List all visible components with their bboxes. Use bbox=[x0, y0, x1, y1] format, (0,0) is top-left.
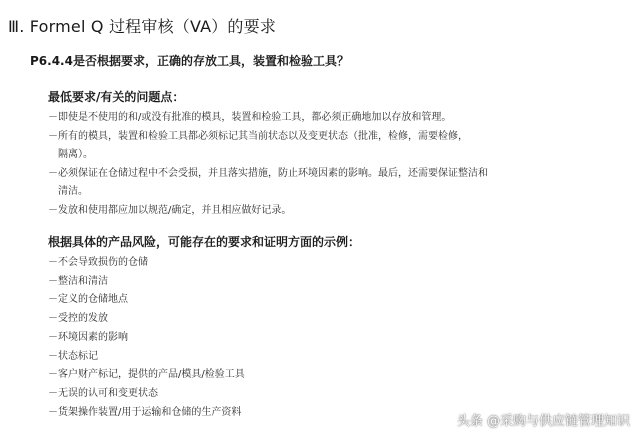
list-item: －无误的认可和变更状态 bbox=[48, 387, 158, 399]
list-item: －所有的模具，装置和检验工具都必须标记其当前状态以及变更状态（批准，检修，需要检修， bbox=[48, 130, 468, 142]
list-item-continuation bbox=[48, 183, 608, 202]
continuation-text: 隔离）。 bbox=[58, 149, 93, 160]
question-heading: P6.4.4是否根据要求，正确的存放工具，装置和检验工具？ bbox=[30, 54, 349, 68]
list-item: －货架操作装置/用于运输和仓储的生产资料 bbox=[48, 406, 242, 418]
list-item: －状态标记 bbox=[48, 350, 98, 362]
list-item: －环境因素的影响 bbox=[48, 331, 128, 343]
list-item: －受控的发放 bbox=[48, 313, 108, 325]
list-item: －不会导致损伤的仓储 bbox=[48, 257, 148, 268]
list-item: －整洁和清洁 bbox=[48, 275, 108, 287]
continuation-text: 清洁。 bbox=[58, 186, 88, 197]
watermark-text: 头条 @采购与供应链管理知识 bbox=[456, 414, 630, 429]
list-item: －客户财产标记，提供的产品/模具/检验工具 bbox=[48, 369, 245, 381]
min-requirements-title: 最低要求/有关的问题点： bbox=[48, 90, 185, 104]
min-requirements-list bbox=[48, 109, 608, 220]
examples-list bbox=[48, 254, 608, 422]
examples-block bbox=[48, 233, 608, 422]
section-heading: Ⅲ. Formel Q 过程审核（VA）的要求 bbox=[8, 17, 277, 36]
list-item: －必须保证在仓储过程中不会受损，并且落实措施，防止环境因素的影响。最后，还需要保证整洁和 bbox=[48, 167, 488, 179]
list-item-continuation bbox=[48, 146, 608, 165]
min-requirements-block bbox=[48, 88, 608, 220]
examples-title: 根据具体的产品风险，可能存在的要求和证明方面的示例： bbox=[48, 235, 361, 249]
list-item: －即使是不使用的和/或没有批准的模具，装置和检验工具，都必须正确地加以存放和管理。 bbox=[48, 112, 452, 123]
list-item: －定义的仓储地点 bbox=[48, 294, 128, 306]
list-item: －发放和使用都应加以规范/确定，并且相应做好记录。 bbox=[48, 204, 292, 216]
